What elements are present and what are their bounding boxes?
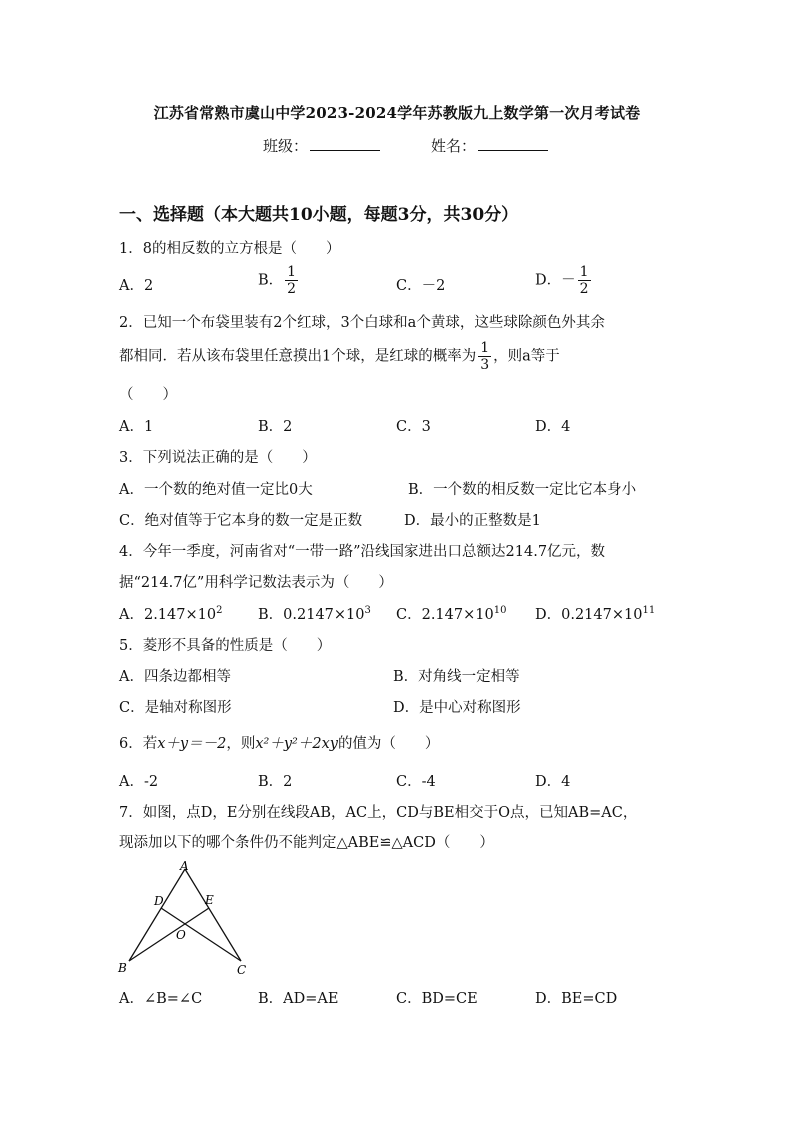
q3-option-c: C．绝对值等于它本身的数一定是正数	[119, 513, 363, 529]
q2-fraction	[478, 340, 491, 373]
label-b: B	[118, 961, 127, 975]
q7-option-d: D．BE=CD	[535, 991, 618, 1007]
segment-be	[129, 908, 209, 961]
segment-cd	[161, 908, 241, 961]
class-field	[263, 135, 380, 156]
q7-option-b: B．AD=AE	[258, 991, 339, 1007]
label-o: O	[176, 928, 186, 942]
q6-expression: x²＋y²＋2xy	[255, 736, 338, 752]
q6-stem	[119, 732, 439, 753]
q2-line2	[119, 340, 560, 373]
q1-option-b-den: 2	[287, 281, 297, 297]
q5-option-c: C．是轴对称图形	[119, 700, 232, 716]
q1-stem: 1．8的相反数的立方根是（ ）	[119, 241, 341, 257]
q2-option-c: C．3	[396, 419, 431, 435]
q1-option-b	[258, 264, 300, 297]
q2-option-d: D．4	[535, 419, 571, 435]
q3-option-b: B．一个数的相反数一定比它本身小	[408, 482, 637, 498]
q2-line2-post: ，则a等于	[493, 348, 560, 365]
q5-option-b: B．对角线一定相等	[393, 669, 520, 685]
name-blank	[478, 136, 548, 151]
triangle-figure	[112, 858, 262, 980]
q4-option-d	[535, 603, 655, 624]
q6-option-b: B．2	[258, 774, 293, 790]
exam-title: 江苏省常熟市虞山中学2023-2024学年苏教版九上数学第一次月考试卷	[153, 104, 641, 122]
q4-option-c-base: C．2.147×10	[396, 607, 494, 623]
label-d: D	[154, 894, 164, 908]
q7-option-c: C．BD=CE	[396, 991, 478, 1007]
q5-option-d: D．是中心对称图形	[393, 700, 521, 716]
q1-option-b-num: 1	[287, 264, 297, 280]
q6-post: 的值为（ ）	[337, 736, 440, 752]
q4-option-a-exp: 2	[216, 605, 223, 617]
q2-frac-num: 1	[480, 340, 490, 356]
q2-option-a: A．1	[119, 419, 154, 435]
q7-line1: 7．如图，点D，E分别在线段AB，AC上，CD与BE相交于O点，已知AB=AC，	[119, 805, 638, 821]
q6-pre: 6．若	[119, 736, 158, 752]
label-a: A	[180, 859, 189, 873]
q2-line3: （ ）	[119, 387, 177, 403]
q1-option-d-prefix: D．－	[535, 272, 576, 289]
q1-option-c: C．－2	[396, 278, 446, 294]
q5-stem: 5．菱形不具备的性质是（ ）	[119, 638, 332, 654]
q1-option-d-num: 1	[579, 264, 589, 280]
q1-option-d-den: 2	[579, 281, 589, 297]
q4-option-d-exp: 11	[642, 605, 656, 617]
class-blank	[310, 136, 380, 151]
name-field	[431, 135, 548, 156]
q1-option-d	[535, 264, 593, 297]
q6-option-a: A．-2	[119, 774, 159, 790]
q5-option-a: A．四条边都相等	[119, 669, 231, 685]
q4-option-c-exp: 10	[493, 605, 507, 617]
q2-line2-pre: 都相同．若从该布袋里任意摸出1个球，是红球的概率为	[119, 348, 477, 365]
q3-option-a: A．一个数的绝对值一定比0大	[119, 482, 313, 498]
q7-option-a: A．∠B=∠C	[119, 991, 203, 1007]
q2-option-b: B．2	[258, 419, 293, 435]
q3-stem: 3．下列说法正确的是（ ）	[119, 450, 317, 466]
q3-option-d: D．最小的正整数是1	[404, 513, 541, 529]
q1-option-b-fraction	[285, 264, 298, 297]
label-c: C	[237, 963, 247, 977]
q2-frac-den: 3	[480, 357, 490, 373]
q6-condition: x＋y＝－2	[157, 736, 227, 752]
q4-option-d-base: D．0.2147×10	[535, 607, 643, 623]
q4-option-a	[119, 603, 222, 624]
q6-mid: ，则	[226, 736, 256, 752]
name-label: 姓名：	[431, 137, 477, 155]
q1-option-d-fraction	[578, 264, 591, 297]
q6-option-c: C．-4	[396, 774, 436, 790]
q2-line1: 2．已知一个布袋里装有2个红球，3个白球和a个黄球，这些球除颜色外其余	[119, 315, 605, 331]
q1-option-a: A．2	[119, 278, 154, 294]
class-label: 班级：	[263, 137, 309, 155]
q4-line1: 4．今年一季度，河南省对“一带一路”沿线国家进出口总额达214.7亿元，数	[119, 544, 606, 560]
q4-option-a-base: A．2.147×10	[119, 607, 217, 623]
q1-option-b-prefix: B．	[258, 272, 284, 289]
q4-option-b-base: B．0.2147×10	[258, 607, 365, 623]
q4-option-c	[396, 603, 506, 624]
segment-ab	[129, 869, 185, 961]
label-e: E	[205, 893, 214, 907]
q4-line2: 据“214.7亿”用科学记数法表示为（ ）	[119, 575, 393, 591]
section-heading: 一、选择题（本大题共10小题，每题3分，共30分）	[119, 205, 519, 225]
q7-line2: 现添加以下的哪个条件仍不能判定△ABE≌△ACD（ ）	[119, 835, 494, 851]
segment-ac	[185, 869, 241, 961]
q4-option-b-exp: 3	[364, 605, 371, 617]
q6-option-d: D．4	[535, 774, 571, 790]
q4-option-b	[258, 603, 371, 624]
